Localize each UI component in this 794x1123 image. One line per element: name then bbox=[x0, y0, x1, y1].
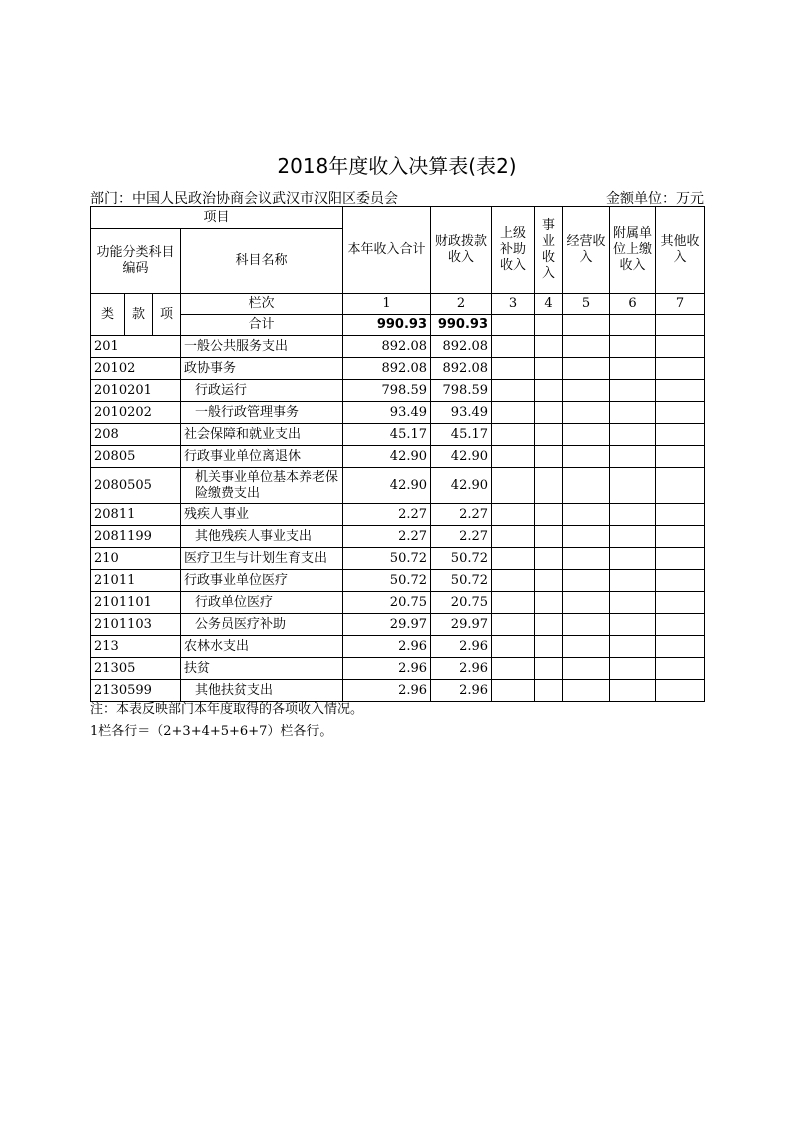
row-empty-cell bbox=[656, 658, 705, 680]
row-empty-cell bbox=[610, 504, 656, 526]
row-c1: 50.72 bbox=[343, 548, 431, 570]
table-row bbox=[91, 636, 705, 658]
row-c2: 42.90 bbox=[431, 446, 492, 468]
row-empty-cell bbox=[656, 504, 705, 526]
row-c2: 42.90 bbox=[431, 468, 492, 504]
row-c2: 892.08 bbox=[431, 336, 492, 358]
row-empty-cell bbox=[610, 658, 656, 680]
row-empty-cell bbox=[656, 380, 705, 402]
row-empty-cell bbox=[563, 358, 610, 380]
col-num-1: 1 bbox=[343, 294, 431, 315]
row-c1: 892.08 bbox=[343, 336, 431, 358]
row-code: 2010202 bbox=[91, 402, 181, 424]
row-empty-cell bbox=[492, 380, 535, 402]
row-empty-cell bbox=[535, 680, 563, 702]
row-code: 21011 bbox=[91, 570, 181, 592]
row-code: 2080505 bbox=[91, 468, 181, 504]
row-code: 2101103 bbox=[91, 614, 181, 636]
table-meta bbox=[90, 188, 704, 206]
table-body bbox=[91, 336, 705, 702]
row-empty-cell bbox=[535, 592, 563, 614]
row-empty-cell bbox=[535, 548, 563, 570]
row-c1: 20.75 bbox=[343, 592, 431, 614]
row-c1: 892.08 bbox=[343, 358, 431, 380]
row-empty-cell bbox=[563, 402, 610, 424]
row-name: 其他扶贫支出 bbox=[181, 680, 343, 702]
row-empty-cell bbox=[563, 468, 610, 504]
header-col-7: 其他收入 bbox=[656, 207, 705, 294]
row-c1: 29.97 bbox=[343, 614, 431, 636]
row-empty-cell bbox=[492, 402, 535, 424]
row-c1: 42.90 bbox=[343, 446, 431, 468]
row-c1: 93.49 bbox=[343, 402, 431, 424]
row-code: 2101101 bbox=[91, 592, 181, 614]
row-c2: 892.08 bbox=[431, 358, 492, 380]
table-row bbox=[91, 614, 705, 636]
row-c1: 2.27 bbox=[343, 504, 431, 526]
row-code: 201 bbox=[91, 336, 181, 358]
row-empty-cell bbox=[492, 548, 535, 570]
department-label: 部门：中国人民政治协商会议武汉市汉阳区委员会 bbox=[90, 191, 398, 207]
row-code: 20811 bbox=[91, 504, 181, 526]
row-empty-cell bbox=[535, 402, 563, 424]
row-empty-cell bbox=[610, 446, 656, 468]
header-func-code: 功能分类科目编码 bbox=[91, 229, 181, 294]
header-subject-name: 科目名称 bbox=[181, 229, 343, 294]
row-empty-cell bbox=[656, 402, 705, 424]
row-empty-cell bbox=[563, 424, 610, 446]
row-empty-cell bbox=[656, 446, 705, 468]
total-row bbox=[91, 315, 705, 336]
row-empty-cell bbox=[535, 336, 563, 358]
table-row bbox=[91, 548, 705, 570]
total-label: 合计 bbox=[181, 315, 343, 336]
row-code: 2130599 bbox=[91, 680, 181, 702]
row-c1: 45.17 bbox=[343, 424, 431, 446]
row-empty-cell bbox=[610, 526, 656, 548]
note-line: 1栏各行＝（2+3+4+5+6+7）栏各行。 bbox=[90, 724, 333, 739]
row-name: 行政事业单位离退休 bbox=[181, 446, 343, 468]
row-code: 20805 bbox=[91, 446, 181, 468]
row-empty-cell bbox=[610, 548, 656, 570]
row-empty-cell bbox=[656, 526, 705, 548]
row-empty-cell bbox=[535, 636, 563, 658]
table-row bbox=[91, 526, 705, 548]
row-empty-cell bbox=[656, 570, 705, 592]
row-code: 21305 bbox=[91, 658, 181, 680]
row-empty-cell bbox=[563, 380, 610, 402]
row-c2: 50.72 bbox=[431, 570, 492, 592]
row-empty-cell bbox=[656, 614, 705, 636]
row-empty-cell bbox=[492, 424, 535, 446]
row-empty-cell bbox=[492, 358, 535, 380]
row-code: 20102 bbox=[91, 358, 181, 380]
row-empty-cell bbox=[610, 680, 656, 702]
row-empty-cell bbox=[610, 424, 656, 446]
header-col-2: 财政拨款收入 bbox=[431, 207, 492, 294]
row-empty-cell bbox=[610, 592, 656, 614]
row-empty-cell bbox=[563, 636, 610, 658]
table-row bbox=[91, 358, 705, 380]
unit-label: 金额单位：万元 bbox=[606, 191, 704, 207]
header-item: 项目 bbox=[91, 207, 343, 229]
row-c1: 2.96 bbox=[343, 658, 431, 680]
row-c1: 2.27 bbox=[343, 526, 431, 548]
row-empty-cell bbox=[535, 446, 563, 468]
col-num-6: 6 bbox=[610, 294, 656, 315]
row-name: 公务员医疗补助 bbox=[181, 614, 343, 636]
table-row bbox=[91, 336, 705, 358]
row-c2: 50.72 bbox=[431, 548, 492, 570]
row-empty-cell bbox=[610, 614, 656, 636]
row-empty-cell bbox=[492, 658, 535, 680]
row-empty-cell bbox=[535, 658, 563, 680]
row-empty-cell bbox=[563, 592, 610, 614]
table-row bbox=[91, 504, 705, 526]
col-num-4: 4 bbox=[535, 294, 563, 315]
row-empty-cell bbox=[656, 358, 705, 380]
row-name: 行政事业单位医疗 bbox=[181, 570, 343, 592]
row-c2: 93.49 bbox=[431, 402, 492, 424]
row-code: 208 bbox=[91, 424, 181, 446]
row-c2: 45.17 bbox=[431, 424, 492, 446]
row-empty-cell bbox=[656, 592, 705, 614]
row-c2: 2.96 bbox=[431, 636, 492, 658]
col-num-3: 3 bbox=[492, 294, 535, 315]
row-c2: 798.59 bbox=[431, 380, 492, 402]
row-c1: 2.96 bbox=[343, 636, 431, 658]
row-name: 一般公共服务支出 bbox=[181, 336, 343, 358]
header-col-4: 事业收入 bbox=[535, 207, 563, 294]
row-empty-cell bbox=[610, 636, 656, 658]
row-empty-cell bbox=[563, 504, 610, 526]
row-name: 行政运行 bbox=[181, 380, 343, 402]
row-empty-cell bbox=[535, 614, 563, 636]
note-line: 注：本表反映部门本年度取得的各项收入情况。 bbox=[90, 702, 364, 717]
col-num-7: 7 bbox=[656, 294, 705, 315]
header-col-index: 栏次 bbox=[181, 294, 343, 315]
header-col-1: 本年收入合计 bbox=[343, 207, 431, 294]
row-c2: 2.96 bbox=[431, 658, 492, 680]
row-empty-cell bbox=[563, 614, 610, 636]
row-empty-cell bbox=[610, 358, 656, 380]
row-empty-cell bbox=[563, 336, 610, 358]
row-empty-cell bbox=[656, 680, 705, 702]
table-row bbox=[91, 402, 705, 424]
table-row bbox=[91, 468, 705, 504]
total-c2: 990.93 bbox=[431, 315, 492, 336]
row-empty-cell bbox=[656, 468, 705, 504]
row-c2: 29.97 bbox=[431, 614, 492, 636]
row-c1: 50.72 bbox=[343, 570, 431, 592]
row-code: 2081199 bbox=[91, 526, 181, 548]
row-c2: 2.27 bbox=[431, 504, 492, 526]
row-empty-cell bbox=[492, 570, 535, 592]
row-name: 行政单位医疗 bbox=[181, 592, 343, 614]
row-name: 扶贫 bbox=[181, 658, 343, 680]
row-name: 医疗卫生与计划生育支出 bbox=[181, 548, 343, 570]
row-empty-cell bbox=[535, 358, 563, 380]
table-row bbox=[91, 592, 705, 614]
row-empty-cell bbox=[535, 570, 563, 592]
table-row bbox=[91, 446, 705, 468]
header-col-3: 上级补助收入 bbox=[492, 207, 535, 294]
row-empty-cell bbox=[535, 424, 563, 446]
header-kuan: 款 bbox=[125, 294, 153, 336]
row-empty-cell bbox=[535, 526, 563, 548]
row-empty-cell bbox=[492, 504, 535, 526]
row-empty-cell bbox=[563, 570, 610, 592]
row-empty-cell bbox=[492, 614, 535, 636]
row-c1: 798.59 bbox=[343, 380, 431, 402]
header-col-6: 附属单位上缴收入 bbox=[610, 207, 656, 294]
row-name: 一般行政管理事务 bbox=[181, 402, 343, 424]
row-name: 农林水支出 bbox=[181, 636, 343, 658]
col-num-5: 5 bbox=[563, 294, 610, 315]
row-empty-cell bbox=[563, 446, 610, 468]
row-empty-cell bbox=[535, 468, 563, 504]
row-empty-cell bbox=[610, 336, 656, 358]
table-notes bbox=[90, 699, 363, 743]
table-row bbox=[91, 424, 705, 446]
row-empty-cell bbox=[656, 636, 705, 658]
row-empty-cell bbox=[492, 526, 535, 548]
header-col-5: 经营收入 bbox=[563, 207, 610, 294]
header-xiang: 项 bbox=[153, 294, 181, 336]
row-name: 机关事业单位基本养老保险缴费支出 bbox=[181, 468, 343, 504]
row-empty-cell bbox=[492, 680, 535, 702]
row-empty-cell bbox=[610, 402, 656, 424]
row-c2: 2.27 bbox=[431, 526, 492, 548]
row-c2: 2.96 bbox=[431, 680, 492, 702]
row-empty-cell bbox=[492, 468, 535, 504]
row-name: 政协事务 bbox=[181, 358, 343, 380]
row-code: 210 bbox=[91, 548, 181, 570]
row-name: 其他残疾人事业支出 bbox=[181, 526, 343, 548]
row-empty-cell bbox=[492, 636, 535, 658]
row-empty-cell bbox=[563, 658, 610, 680]
row-code: 213 bbox=[91, 636, 181, 658]
row-empty-cell bbox=[656, 424, 705, 446]
row-empty-cell bbox=[492, 336, 535, 358]
row-code: 2010201 bbox=[91, 380, 181, 402]
row-empty-cell bbox=[535, 504, 563, 526]
row-empty-cell bbox=[535, 380, 563, 402]
row-name: 残疾人事业 bbox=[181, 504, 343, 526]
row-empty-cell bbox=[492, 592, 535, 614]
table-row bbox=[91, 658, 705, 680]
row-empty-cell bbox=[492, 446, 535, 468]
row-empty-cell bbox=[563, 548, 610, 570]
row-empty-cell bbox=[563, 680, 610, 702]
col-num-2: 2 bbox=[431, 294, 492, 315]
row-c2: 20.75 bbox=[431, 592, 492, 614]
row-c1: 42.90 bbox=[343, 468, 431, 504]
row-empty-cell bbox=[563, 526, 610, 548]
table-row bbox=[91, 570, 705, 592]
row-empty-cell bbox=[610, 570, 656, 592]
row-empty-cell bbox=[610, 380, 656, 402]
total-c1: 990.93 bbox=[343, 315, 431, 336]
page-title: 2018年度收入决算表(表2) bbox=[277, 154, 517, 178]
income-table bbox=[90, 206, 705, 702]
row-empty-cell bbox=[656, 336, 705, 358]
row-c1: 2.96 bbox=[343, 680, 431, 702]
header-lei: 类 bbox=[91, 294, 125, 336]
table-row bbox=[91, 380, 705, 402]
row-empty-cell bbox=[656, 548, 705, 570]
row-empty-cell bbox=[610, 468, 656, 504]
row-name: 社会保障和就业支出 bbox=[181, 424, 343, 446]
